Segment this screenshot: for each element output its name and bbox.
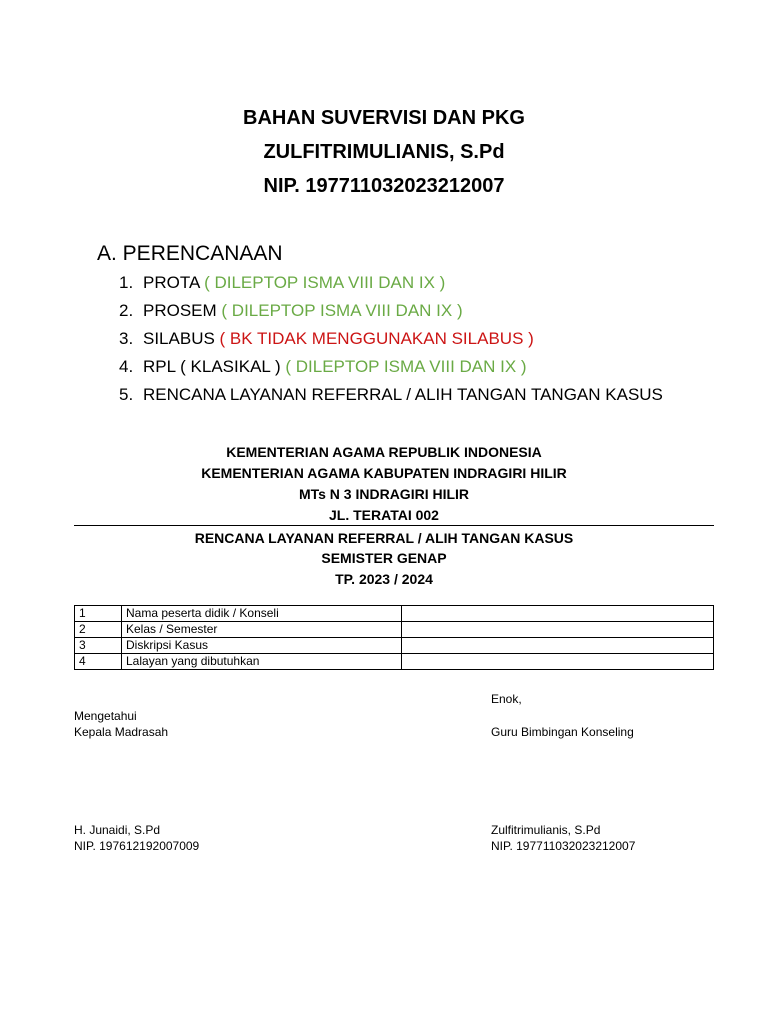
list-item-number: 2. — [119, 301, 134, 320]
row-label: Diskripsi Kasus — [122, 638, 402, 654]
list-item — [119, 356, 527, 378]
principal-name: H. Junaidi, S.Pd — [74, 823, 161, 837]
table-row — [75, 606, 714, 622]
list-item-number: 1. — [119, 273, 134, 292]
section-title: A. PERENCANAAN — [97, 242, 283, 265]
header-name: ZULFITRIMULIANIS, S.Pd — [263, 141, 505, 163]
row-number: 2 — [75, 622, 122, 638]
counselor-nip: NIP. 197711032023212007 — [491, 839, 636, 853]
list-item-note: ( DILEPTOP ISMA VIII DAN IX ) — [280, 357, 527, 376]
letterhead-regency: KEMENTERIAN AGAMA KABUPATEN INDRAGIRI HILIR — [201, 465, 567, 481]
row-label: Kelas / Semester — [122, 622, 402, 638]
row-value[interactable] — [402, 622, 714, 638]
row-value[interactable] — [402, 606, 714, 622]
header-title: BAHAN SUVERVISI DAN PKG — [243, 107, 525, 129]
list-item-number: 3. — [119, 329, 134, 348]
list-item-note: ( BK TIDAK MENGGUNAKAN SILABUS ) — [214, 329, 534, 348]
row-value[interactable] — [402, 638, 714, 654]
list-item-number: 4. — [119, 357, 134, 376]
table-row — [75, 622, 714, 638]
letterhead-school: MTs N 3 INDRAGIRI HILIR — [298, 486, 470, 502]
list-item-label: RENCANA LAYANAN REFERRAL / ALIH TANGAN TANGAN KASUS — [143, 385, 663, 404]
list-item-note: ( DILEPTOP ISMA VIII DAN IX ) — [199, 273, 446, 292]
row-value[interactable] — [402, 654, 714, 670]
doc-title: RENCANA LAYANAN REFERRAL / ALIH TANGAN KASUS — [194, 530, 574, 546]
list-item — [119, 328, 534, 350]
counselor-role: Guru Bimbingan Konseling — [491, 725, 634, 739]
list-item-label: SILABUS — [143, 329, 215, 348]
letterhead-address: JL. TERATAI 002 — [329, 507, 439, 523]
row-number: 4 — [75, 654, 122, 670]
list-item — [119, 300, 463, 322]
doc-year: TP. 2023 / 2024 — [335, 571, 433, 587]
list-item — [119, 272, 445, 294]
referral-form-table — [74, 605, 714, 670]
row-number: 1 — [75, 606, 122, 622]
list-item-label: RPL ( KLASIKAL ) — [143, 357, 281, 376]
list-item-label: PROTA — [143, 273, 200, 292]
letterhead-ministry: KEMENTERIAN AGAMA REPUBLIK INDONESIA — [226, 444, 542, 460]
list-item-number: 5. — [119, 385, 134, 404]
principal-nip: NIP. 197612192007009 — [74, 839, 200, 853]
doc-semester: SEMISTER GENAP — [321, 550, 447, 566]
counselor-name: Zulfitrimulianis, S.Pd — [491, 823, 601, 837]
list-item — [119, 384, 663, 406]
letterhead-divider — [74, 525, 714, 526]
acknowledge-label: Mengetahui — [74, 709, 137, 723]
list-item-note: ( DILEPTOP ISMA VIII DAN IX ) — [216, 301, 463, 320]
row-label: Nama peserta didik / Konseli — [122, 606, 402, 622]
header-nip: NIP. 197711032023212007 — [263, 175, 505, 197]
row-number: 3 — [75, 638, 122, 654]
place-date: Enok, — [491, 692, 522, 706]
table-row — [75, 654, 714, 670]
principal-role: Kepala Madrasah — [74, 725, 169, 739]
row-label: Lalayan yang dibutuhkan — [122, 654, 402, 670]
list-item-label: PROSEM — [143, 301, 217, 320]
table-row — [75, 638, 714, 654]
